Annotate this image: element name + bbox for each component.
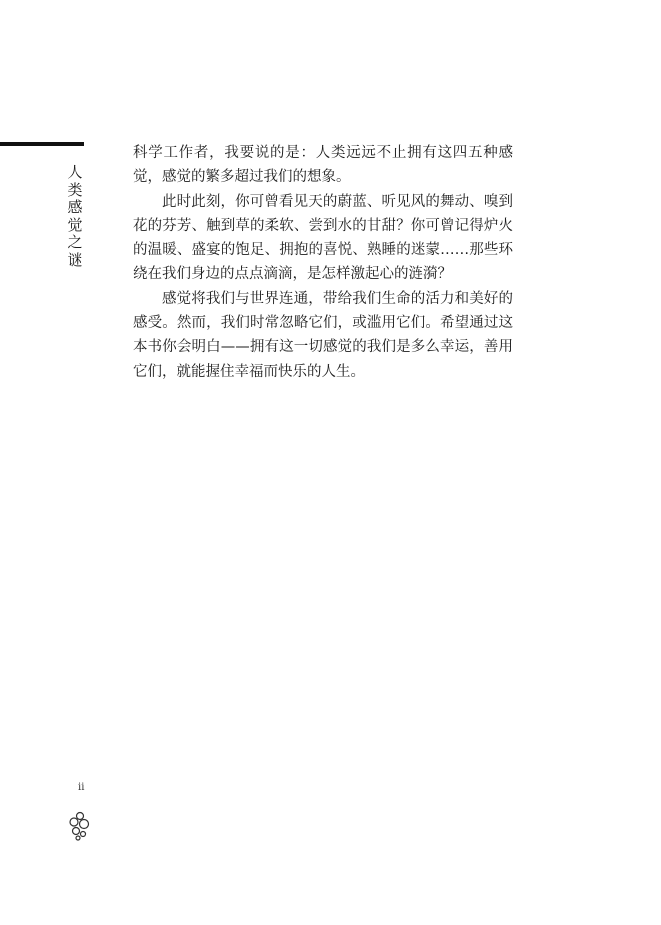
body-text (133, 141, 513, 384)
paragraph-2: 此时此刻，你可曾看见天的蔚蓝、听见风的舞动、嗅到花的芬芳、触到草的柔软、尝到水的甘甜？你可曾记得炉火的温暖、盛宴的饱足、拥抱的喜悦、熟睡的迷蒙……那些环绕在我们身边的点点滴滴，是怎样激起心的涟漪？ (133, 193, 513, 283)
paragraph-1: 科学工作者，我要说的是：人类远远不止拥有这四五种感觉，感觉的繁多超过我们的想象。 (133, 145, 513, 186)
header-rule (0, 142, 84, 146)
page-number: ii (78, 782, 85, 793)
paragraph-3: 感觉将我们与世界连通，带给我们生命的活力和美好的感受。然而，我们时常忽略它们，或滥用它们。希望通过这本书你会明白——拥有这一切感觉的我们是多么幸运，善用它们，就能握住幸福而快乐的人生。 (133, 290, 513, 380)
running-title: 人类感觉之谜 (67, 163, 83, 269)
bubbles-icon (68, 810, 92, 842)
